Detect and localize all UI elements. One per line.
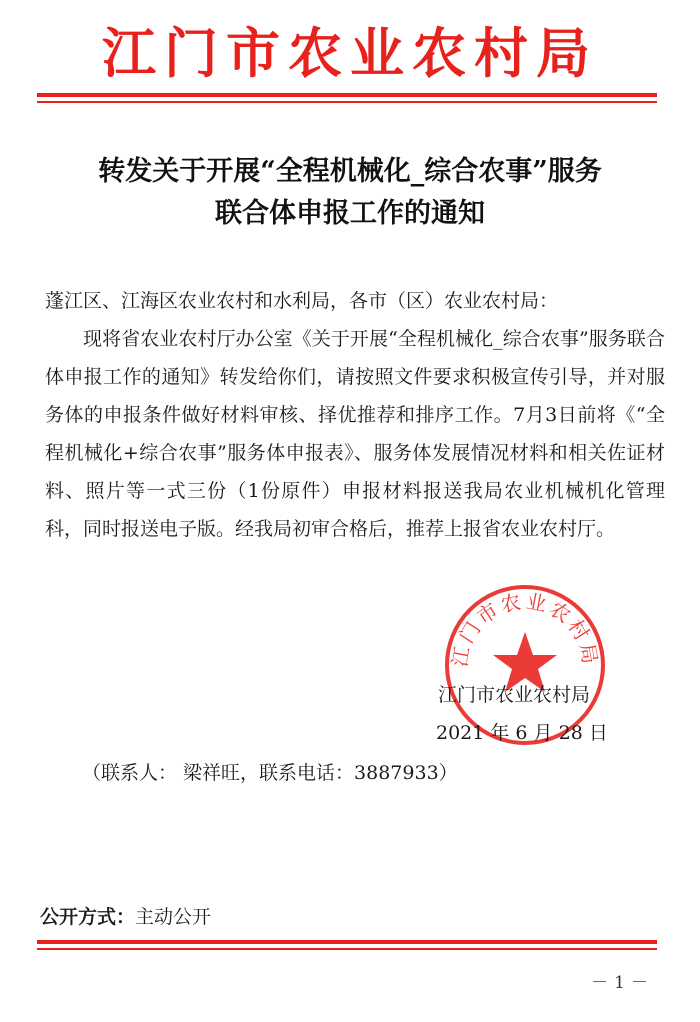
document-body (45, 282, 665, 548)
signature-date: 2021 年 6 月 28 日 (436, 722, 608, 744)
disclosure-label: 公开方式： (40, 906, 136, 928)
letterhead-rule-thick (37, 93, 657, 97)
letterhead-rule-thin (37, 101, 657, 103)
disclosure-method (40, 898, 211, 936)
document-title-line-2: 联合体申报工作的通知 (215, 198, 485, 229)
contact-info: （联系人： 梁祥旺，联系电话：3887933） (82, 762, 458, 784)
disclosure-value: 主动公开 (135, 906, 212, 928)
page-number: －1－ (591, 973, 654, 993)
signature-organization: 江门市农业农村局 (438, 684, 591, 706)
footer-rule-thick (37, 940, 657, 944)
seal-text: 江门市农业农村局 (447, 588, 603, 669)
salutation: 蓬江区、江海区农业农村和水利局，各市（区）农业农村局： (45, 290, 559, 312)
footer-rule-thin (37, 948, 657, 950)
org-letterhead-title: 江门市农业农村局 (102, 21, 598, 85)
body-paragraph: 现将省农业农村厅办公室《关于开展“全程机械化_综合农事”服务联合体申报工作的通知》转发给你们，请按照文件要求积极宣传引导，并对服务体的申报条件做好材料审核、择优推荐和排序工作。7月3日前将《“全程机械化+综合农事”服务体申报表》、服务体发展情况材料和相关佐证材料、照片等一式三份（1份原件）申报材料报送我局农业机械机化管理科，同时报送电子版。经我局初审合格后，推荐上报省农业农村厅。 (45, 328, 665, 540)
document-title-line-1: 转发关于开展“全程机械化_综合农事”服务 (98, 156, 602, 187)
